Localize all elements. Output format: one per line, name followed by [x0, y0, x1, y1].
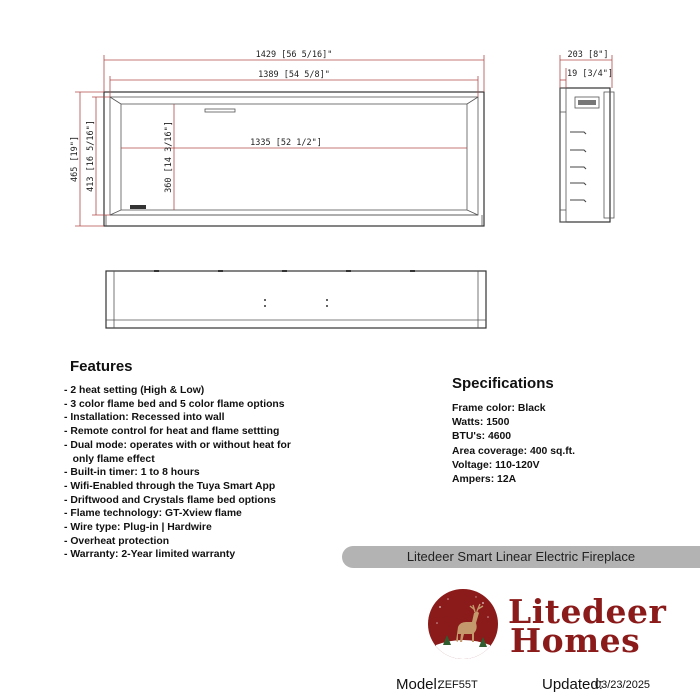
spec-item: Ampers: 12A	[452, 474, 517, 486]
spec-item: Frame color: Black	[452, 403, 546, 414]
model-label: Model:	[396, 676, 442, 693]
front-outer-frame	[104, 92, 484, 226]
updated-date: 03/23/2025	[595, 679, 651, 691]
technical-drawings	[0, 0, 700, 340]
feature-item: - Remote control for heat and flame settting	[64, 426, 280, 438]
feature-item: - Installation: Recessed into wall	[64, 412, 225, 424]
inner-height-label: 413 [16 5/16"]	[86, 120, 96, 192]
reindeer-logo-icon	[428, 589, 498, 659]
brand-name-line1: Litedeer	[508, 592, 667, 631]
side-view	[560, 88, 614, 222]
inner-width-label: 1389 [54 5/8]"	[258, 70, 330, 80]
product-name-banner	[342, 546, 700, 568]
brand-name-line2: Homes	[510, 621, 641, 660]
spec-item: BTU's: 4600	[452, 431, 512, 443]
feature-item: - 2 heat setting (High & Low)	[64, 385, 205, 396]
trim-depth-label: 19 [3/4"]	[566, 69, 614, 79]
depth-label: 203 [8"]	[567, 50, 609, 60]
badge	[130, 205, 146, 209]
feature-item: - Driftwood and Crystals flame bed options	[64, 494, 276, 506]
overall-height-label: 465 [19"]	[70, 135, 80, 183]
features-title: Features	[70, 358, 133, 375]
spec-item: Watts: 1500	[452, 417, 510, 429]
feature-item: only flame effect	[64, 453, 155, 465]
front-view	[104, 92, 484, 226]
updated-label: Updated:	[542, 676, 603, 693]
feature-item: - Overheat protection	[64, 535, 170, 547]
features-list	[64, 384, 314, 562]
spec-item: Area coverage: 400 sq.ft.	[452, 445, 576, 457]
feature-item: - Warranty: 2-Year limited warranty	[64, 549, 236, 561]
viewing-height-label: 360 [14 3/16"]	[164, 121, 174, 193]
feature-item: - Wire type: Plug-in | Hardwire	[64, 522, 212, 534]
feature-item: - Wifi-Enabled through the Tuya Smart App	[64, 480, 276, 492]
feature-item: - 3 color flame bed and 5 color flame options	[64, 398, 285, 410]
feature-item: - Dual mode: operates with or without heat for	[64, 439, 291, 451]
product-name: Litedeer Smart Linear Electric Fireplace	[406, 549, 636, 564]
spec-item: Voltage: 110-120V	[452, 459, 540, 471]
feature-item: - Flame technology: GT-Xview flame	[64, 508, 242, 520]
specifications-title: Specifications	[452, 375, 554, 392]
overall-width-label: 1429 [56 5/16]"	[255, 50, 333, 60]
top-view	[106, 270, 486, 328]
feature-item: - Built-in timer: 1 to 8 hours	[64, 467, 200, 479]
top-body	[106, 271, 486, 328]
viewing-width-label: 1335 [52 1/2"]	[250, 138, 322, 148]
specifications-list	[452, 402, 575, 487]
depth-dimensions	[560, 50, 613, 88]
model-value: ZEF55T	[438, 679, 478, 691]
